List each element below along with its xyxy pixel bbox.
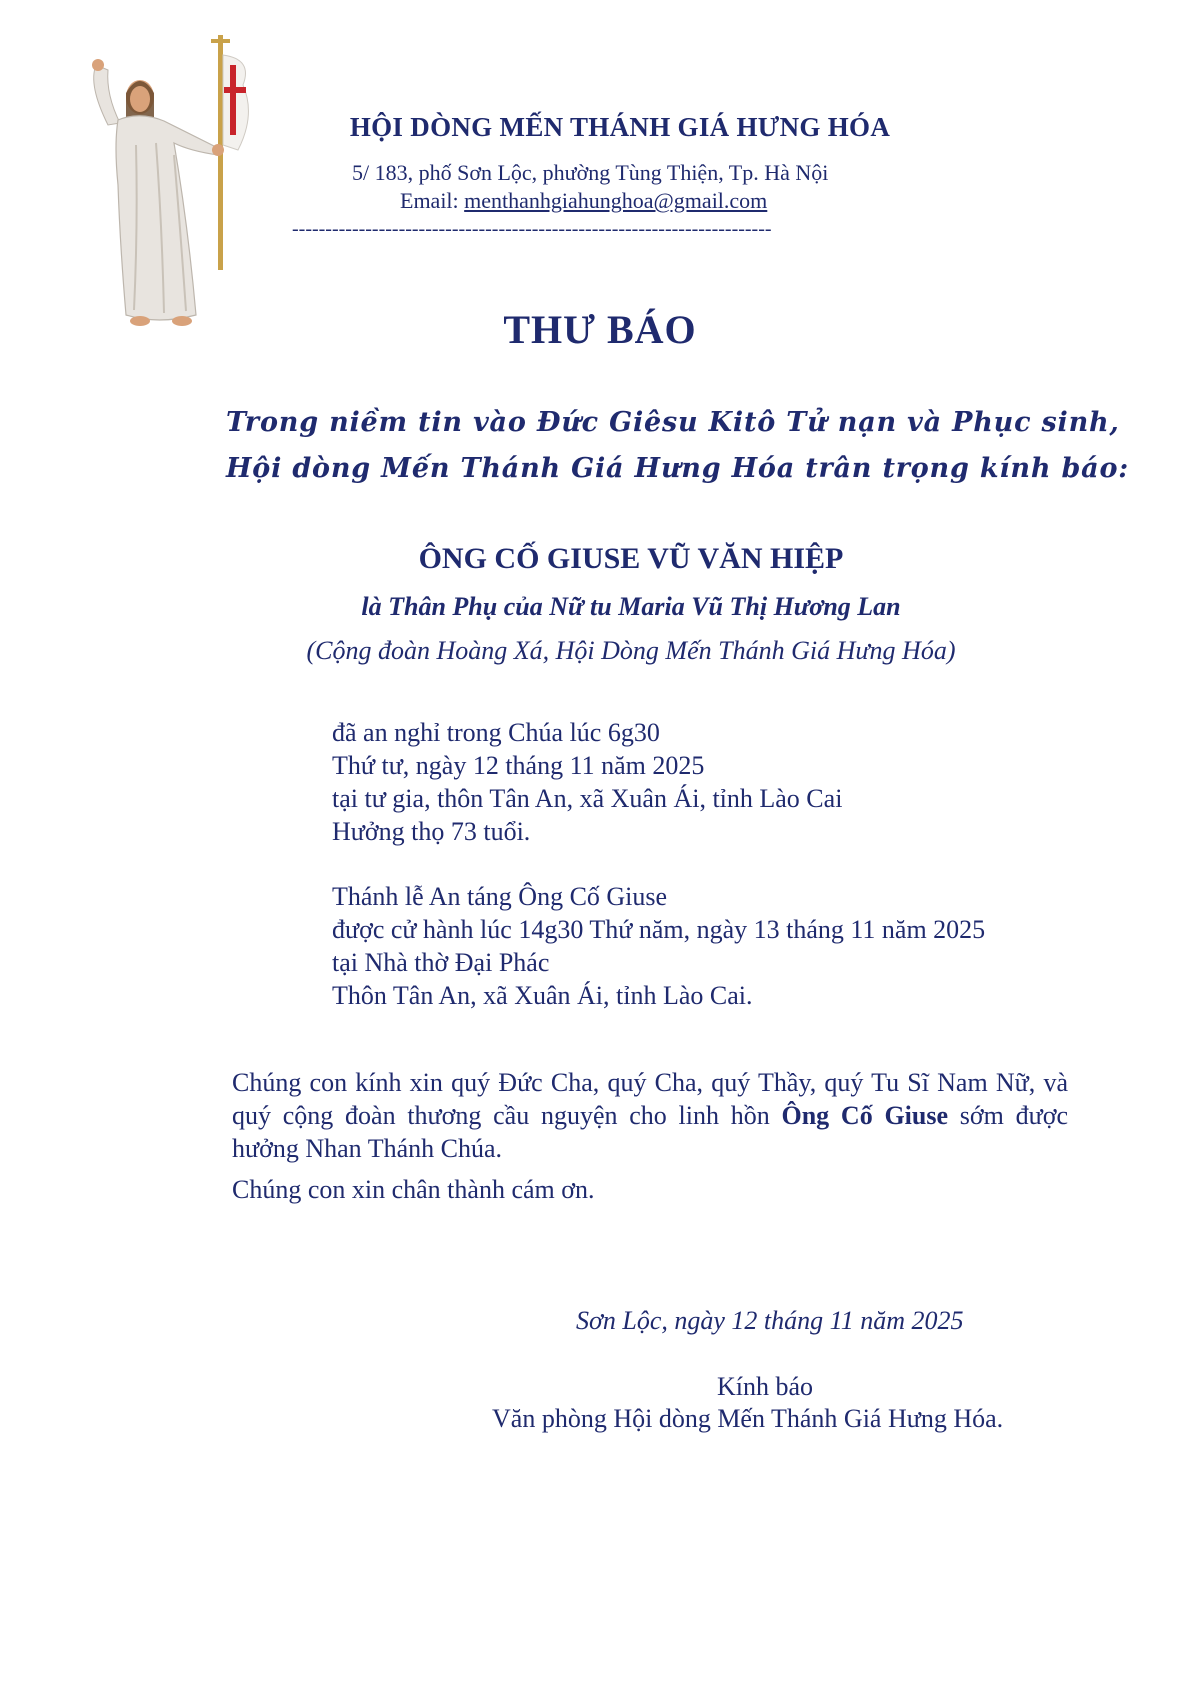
- thanks-line: Chúng con xin chân thành cám ơn.: [232, 1175, 595, 1204]
- prayer-request-name: Ông Cố Giuse: [781, 1101, 949, 1130]
- death-info-line: Thứ tư, ngày 12 tháng 11 năm 2025: [332, 751, 705, 780]
- deceased-name: ÔNG CỐ GIUSE VŨ VĂN HIỆP: [418, 542, 844, 575]
- place-and-date: Sơn Lộc, ngày 12 tháng 11 năm 2025: [576, 1306, 964, 1335]
- prayer-request: [232, 1066, 1068, 1165]
- document-title: THƯ BÁO: [503, 307, 697, 352]
- community-note: (Cộng đoàn Hoàng Xá, Hội Dòng Mến Thánh Giá Hưng Hóa): [306, 636, 956, 665]
- funeral-info-line: Thôn Tân An, xã Xuân Ái, tỉnh Lào Cai.: [332, 981, 753, 1010]
- sign-off-label: Kính báo: [716, 1372, 814, 1401]
- header-divider: ------------------------------------------------------------------------: [292, 218, 772, 240]
- prayer-request-text-end: sớm được hưởng Nhan Thánh Chúa.: [232, 1101, 1068, 1163]
- sign-off-office: Văn phòng Hội dòng Mến Thánh Giá Hưng Hóa.: [492, 1404, 1004, 1433]
- death-info-line: tại tư gia, thôn Tân An, xã Xuân Ái, tỉnh Lào Cai: [332, 784, 843, 813]
- death-info-line: đã an nghỉ trong Chúa lúc 6g30: [332, 718, 660, 747]
- intro-paragraph: [226, 400, 1129, 492]
- funeral-info-line: được cử hành lúc 14g30 Thứ năm, ngày 13 tháng 11 năm 2025: [332, 915, 986, 944]
- prayer-request-text: Chúng con kính xin quý Đức Cha, quý Cha, quý Thầy, quý Tu Sĩ Nam Nữ, và quý cộng đoàn thương cầu nguyện cho linh hồn: [232, 1068, 1068, 1130]
- organization-address: 5/ 183, phố Sơn Lộc, phường Tùng Thiện, Tp. Hà Nội: [352, 160, 829, 185]
- intro-line-1: Trong niềm tin vào Đức Giêsu Kitô Tử nạn và Phục sinh,: [226, 407, 1120, 438]
- organization-name: HỘI DÒNG MẾN THÁNH GIÁ HƯNG HÓA: [349, 112, 891, 142]
- email-link[interactable]: menthanhgiahunghoa@gmail.com: [464, 188, 768, 213]
- intro-line-2: Hội dòng Mến Thánh Giá Hưng Hóa trân trọng kính báo:: [226, 453, 1130, 484]
- death-info-line: Hưởng thọ 73 tuổi.: [332, 817, 531, 846]
- email-label: Email:: [400, 188, 465, 213]
- funeral-info-line: tại Nhà thờ Đại Phác: [332, 948, 550, 977]
- funeral-info-line: Thánh lễ An táng Ông Cố Giuse: [332, 882, 668, 911]
- funeral-info-block: [332, 880, 985, 1012]
- death-info-block: [332, 716, 842, 848]
- email-line: [400, 188, 767, 214]
- deceased-relation: là Thân Phụ của Nữ tu Maria Vũ Thị Hương Lan: [361, 592, 901, 621]
